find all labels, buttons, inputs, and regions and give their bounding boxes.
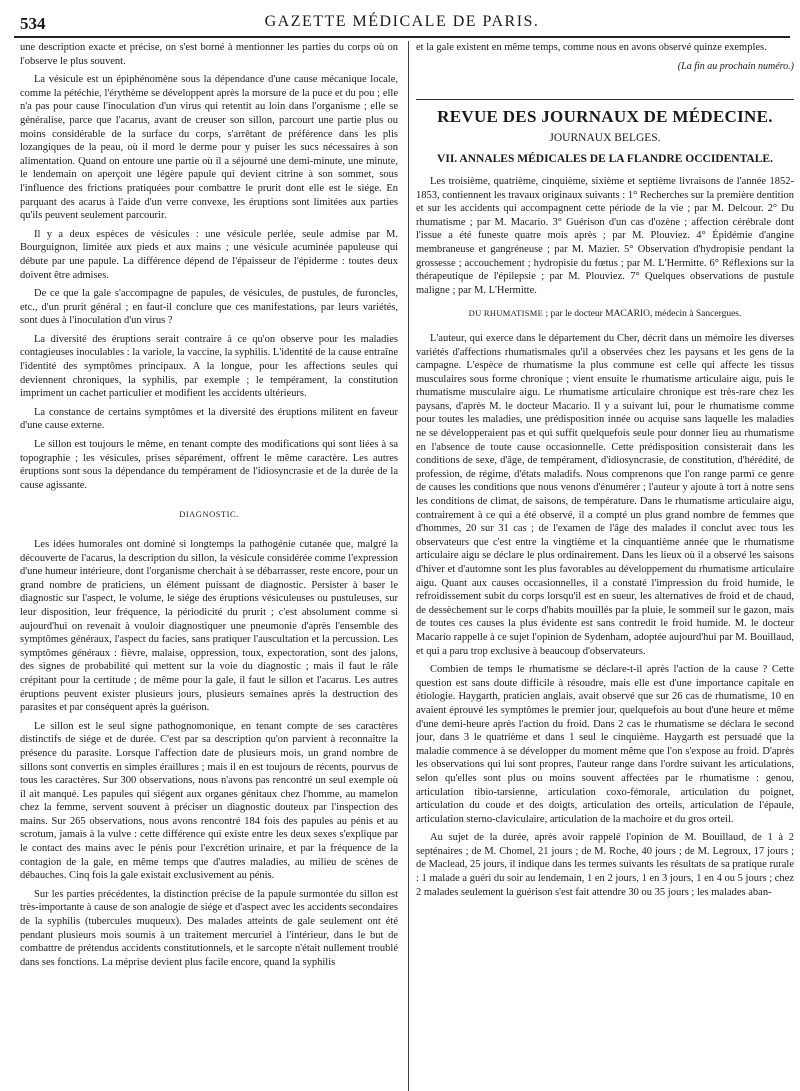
- section-rule: [416, 99, 794, 100]
- annals-section-title: VII. ANNALES MÉDICALES DE LA FLANDRE OCCIDENTALE.: [437, 153, 773, 166]
- paragraph: Au sujet de la durée, après avoir rappelé l'opinion de M. Bouillaud, de 1 à 2 septénaires ; de M. Chomel, 21 jours ; de M. Roche, 40 jours ; de M. Legroux, 17 jours ; de Maclead, 25 jours, il indique dans les termes suivants les résultats de sa pratique rurale : 1 malade a guéri du soir au lendemain, 1 en 2 jours, 1 en 3 jours, 1 en 4 ou 5 jours ; chez 2 malades seulement la guérison s'est fait attendre 30 ou 35 jours ; les malades aban-: [416, 832, 794, 898]
- page-number: 534: [20, 14, 46, 33]
- paragraph: Combien de temps le rhumatisme se déclare-t-il après l'action de la cause ? Cette question est sans doute difficile à résoudre, mais elle est d'une importance capitale en étiologie. Haygarth, praticien anglais, avait observé que sur 26 cas de rhumatisme, 10 en avaient éprouvé les symptômes le premier jour, quelquefois au bout d'une heure et même d'une demi-heure après l'action du froid. Dans 2 cas le rhumatisme se déclara le second jour, dans 3 le quatrième et dans 1 seul le cinquième. Haygarth est persuadé que la maladie commence à se développer du moment même que l'on s'expose au froid. D'après les observations qui lui sont propres, l'auteur range dans l'ordre suivant les articulations, selon qu'elles sont plus ou moins souvent affectées par le rhumatisme : genou, articulation tibio-tarsienne, articulation coxo-fémorale, articulation du poignet, articulation du coude et des doigts, articulation des orteils, articulation de l'épaule, articulation sterno-claviculaire, articulation de la machoire et du gros orteil.: [416, 664, 794, 825]
- paragraph: Les troisième, quatrième, cinquième, sixième et septième livraisons de l'année 1852-1853, contiennent les travaux originaux suivants : 1° Recherches sur la première dentition et sur les accidents qui accompagnent cette période de la vie ; par M. Delcour. 2° Du rhumatisme ; par M. Macario. 3° Guérison d'un cas d'ozène ; affection cérébrale dont l'issue a été funeste quatre mois après ; par M. Plouviez. 4° Épidémie d'angine membraneuse et gangréneuse ; par M. Mazier. 5° Observation d'hydropisie pendant la grossesse ; accouchement ; hydropisie du fœtus ; par M. L'Hermitte. 6° Réflexions sur la thérapeutique de l'épilepsie ; par M. Plouviez. 7° Quelques observations de pustule maligne ; par M. L'Hermitte.: [416, 175, 794, 296]
- running-title: GAZETTE MÉDICALE DE PARIS.: [264, 13, 540, 30]
- page-header: [14, 8, 790, 38]
- paragraph: une description exacte et précise, on s'est borné à mentionner les parties du corps où on l'observe le plus souvent.: [20, 42, 398, 67]
- paragraph: La diversité des éruptions serait contraire à ce qu'on observe pour les maladies contagieuses inoculables : la variole, la vaccine, la syphilis. L'identité de la cause entraîne l'identité des symptômes principaux. A la longue, pour les affections seules qui deviennent chroniques, la syphilis, par exemple ; le tempérament, la constitution impriment un cachet particulier et modifient les accidents ultérieurs.: [20, 333, 398, 400]
- right-column: [416, 41, 794, 1091]
- column-divider: [408, 41, 409, 1091]
- review-title: REVUE DES JOURNAUX DE MÉDECINE.: [437, 107, 773, 127]
- paragraph: Il y a deux espèces de vésicules : une vésicule perlée, seule admise par M. Bourguignon, limitée aux pieds et aux mains ; une vésicule acuminée papuleuse qui débute par une papule. La différence dépend de l'épaisseur de l'épiderme : toutes deux doivent être admises.: [20, 228, 398, 281]
- text-columns: [14, 41, 794, 1091]
- paragraph: Sur les parties précédentes, la distinction précise de la papule surmontée du sillon est très-importante à cause de son analogie de siége et d'aspect avec les accidents secondaires de la syphilis (tubercules muqueux). Des malades atteints de gale seulement ont été pendant plusieurs mois soumis à un traitement mercuriel à l'intérieur, dans le but de combattre de prétendus accidents constitutionnels, et le sarcopte n'était nullement troublé dans ses fonctions. La méprise devient plus facile encore, quand la syphilis: [20, 888, 398, 968]
- to-be-continued-note: (La fin au prochain numéro.): [677, 60, 794, 72]
- left-column: [20, 41, 398, 1091]
- journals-subtitle: JOURNAUX BELGES.: [549, 131, 661, 144]
- rheumatism-heading-line: [416, 307, 794, 322]
- paragraph: La vésicule est un épiphénomène sous la dépendance d'une cause mécanique locale, comme la pétéchie, l'érythème se développent après la morsure de la puce et du pou ; elle n'a pas pour cause l'inoculation d'un virus qui retentit au loin dans l'organisme ; elle se généralise, parce que l'acarus, avant de creuser son sillon, parcourt une partie plus ou moins considérable de la surface du corps, s'arrêtant de préférence dans les plis lozangiques de la peau, où il mord le derme pour y puiser les sucs nécessaires à son alimentation. Quand on entoure une partie où il a séjourné une demi-minute, une minute, le lendemain on aperçoit une légère papule qui devient citrine à son sommet, sous l'influence des frictions pratiquées pour combattre le prurit dont elle est le siége. En parquant des acarus à l'aide d'un verre convexe, les éruptions sont limitées aux parties qu'ils peuvent seulement parcourir.: [20, 74, 398, 222]
- paragraph: et la gale existent en même temps, comme nous en avons observé quinze exemples.: [416, 42, 767, 53]
- paragraph: De ce que la gale s'accompagne de papules, de vésicules, de pustules, de furoncles, etc., d'un prurit général ; en faut-il conclure que ces manifestations, par leurs variétés, sont dues à l'inoculation d'un virus ?: [20, 288, 398, 327]
- paragraph: Le sillon est toujours le même, en tenant compte des modifications qui sont liées à sa topographie ; les vésicules, prises séparément, offrent le même caractère. Les autres éruptions sont sous la dépendance du tempérament de l'idiosyncrasie et de la durée de la cause agissante.: [20, 439, 398, 491]
- paragraph: Le sillon est le seul signe pathognomonique, en tenant compte de ses caractères distinctifs de siége et de durée. C'est par sa description qu'on parvient à reconnaître la présence du parasite. Lorsque l'affection date de plusieurs mois, un grand nombre de sillons sont convertis en simples éraillures ; mais il en est toujours de récents, pourvus de tous les caractères. Sur 300 observations, nous n'avons pas rencontré un seul exemple où il ait manqué. Les papules qui siégent aux organes génitaux chez l'homme, au mamelon chez la femme, servent souvent à préciser un diagnostic douteux par l'inspection des mains. Sur 265 observations, nous avons rencontré 184 fois des papules au pénis et au scrotum, jamais à la vulve : cette différence qui existe entre les deux sexes s'explique par le contact des mains avec le pénis pour l'excrétion urinaire, et par la fréquence de la contagion de la gale, en même temps que d'autres maladies, au milieu de scènes de débauches. Cinq fois la gale existait exclusivement au pénis.: [20, 720, 398, 882]
- paragraph: Les idées humorales ont dominé si longtemps la pathogénie cutanée que, malgré la découverte de l'acarus, la description du sillon, la vésicule considérée comme l'expression d'une humeur intérieure, dont l'organisme cherchait à se débarrasser, reste encore, pour un grand nombre de praticiens, un élément puissant de diagnostic. Persister à baser le diagnostic sur l'aspect, le volume, le siége des éruptions vésiculeuses ou pustuleuses, sur leur disposition, leur fréquence, la périodicité du prurit ; c'est absolument comme si aujourd'hui on revenait à vouloir diagnostiquer une pneumonie d'après l'ensemble des symptômes généraux, l'aspect du facies, sans pratiquer l'auscultation et la percussion. Les symptômes généraux : fièvre, malaise, oppression, toux, expectoration, sont des jalons, des signes de probabilité qui mettent sur la voie du diagnostic ; mais il faut le râle crépitant pour la certitude ; de même pour la gale, il faut le sillon et l'acarus. Les autres éruptions peuvent exister plusieurs jours, plusieurs semaines après la destruction des parasites et par conséquent après la guérison.: [20, 539, 398, 714]
- paragraph: La constance de certains symptômes et la diversité des éruptions militent en faveur d'une cause externe.: [20, 406, 398, 432]
- rheumatism-byline: ; par le docteur MACARIO, médecin à Sancergues.: [543, 309, 742, 320]
- rheumatism-heading: DU RHUMATISME: [468, 308, 544, 319]
- paragraph: L'auteur, qui exerce dans le département du Cher, décrit dans un mémoire les diverses variétés d'affections rhumatismales qu'il a observées chez les paysans et les gens de la campagne. L'espèce de rhumatisme la plus commune est celle qui affecte les tissus musculaires sous forme chronique ; vient ensuite le rhumatisme articulaire aigu, puis le rhumatisme musculaire aigu. Le rhumatisme articulaire chronique est très-rare chez les paysans, d'après M. le docteur Macario. Il y a suivant lui, pour le rhumatisme comme pour toutes les maladies, une prédisposition innée ou acquise sans laquelle les maladies ne se développeraient pas et qui suffit quelquefois seule pour donner lieu au rhumatisme en l'absence de toute cause occasionnelle. Cette prédisposition consisterait dans les conditions de sexe, d'âge, de tempérament, d'idiosyncrasie, de constitution, d'hérédité, de profession, de régime, d'états maladifs. Nous comprenons que l'on range parmi ce genre de causes les conditions que nous venons d'énumérer ; l'auteur y ajoute à tort à notre sens les conditions de climat, de saisons, de température. Dans le rhumatisme articulaire aigu, contrairement à ce qui a été observé, il a compté un plus grand nombre de femmes que d'hommes, 20 sur 31 cas ; de l'examen de l'âge des malades il conclut avec tous les observateurs que c'est entre la vingtième et la cinquantième année que le rhumatisme articulaire aigu se déclare le plus ordinairement. Dans les lieux où il a observé les saisons d'hiver et d'automne sont les plus favorables au développement du rhumatisme articulaire aigu. Quant aux causes occasionnelles, il a constaté l'impression du froid humide, le refroidissement subit du corps lorsqu'il est en sueur, les alternatives de froid et de chaud, de dessèchement sur le corps d'habits mouillés par la pluie, le sommeil sur le gazon, mais de toutes ces causes la plus évidente est sans contredit le froid humide. M. le docteur Macario rappelle à ce sujet l'opinion de Sydenham, adoptée aujourd'hui par M. Bouillaud, et qui a paru trop exclusive à beaucoup d'observateurs.: [416, 332, 794, 657]
- diagnostic-heading: DIAGNOSTIC.: [179, 509, 239, 520]
